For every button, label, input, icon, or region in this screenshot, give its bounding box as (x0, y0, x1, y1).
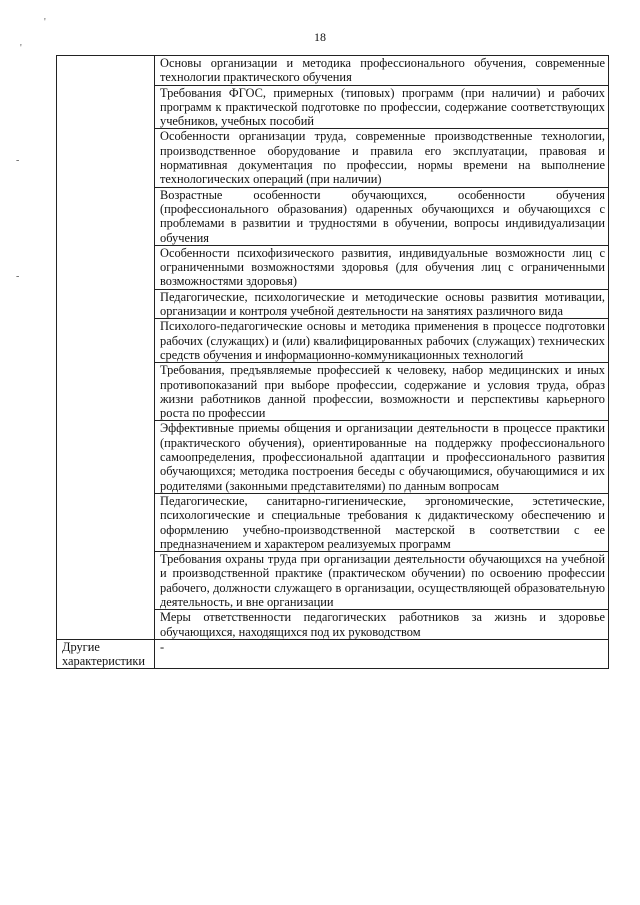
scan-mark: - (16, 155, 20, 166)
knowledge-item: Особенности организации труда, современные производственные технологии, производственное оборудование и правила его эксплуатации, правовая и нормативная документация по профессии, нормы времени на выполнение технологических операций (при наличии) (160, 129, 605, 187)
knowledge-item: Требования, предъявляемые профессией к человеку, набор медицинских и иных противопоказаний при выборе профессии, содержание и условия труда, образ жизни работников данной профессии, возможности и перспективы карьерного роста по профессии (160, 363, 605, 421)
scan-mark: - (16, 271, 20, 282)
knowledge-item: Педагогические, санитарно-гигиенические, эргономические, эстетические, психологические и специальные требования к дидактическому обеспечению и оформлению учебно-производственной мастерской в соответствии с ее предназначением и характером реализуемых программ (160, 493, 605, 551)
knowledge-item: Требования ФГОС, примерных (типовых) программ (при наличии) и рабочих программ к практической подготовке по профессии, содержание соответствующих учебников, учебных пособий (160, 85, 605, 129)
knowledge-item: Психолого-педагогические основы и методика применения в процессе подготовки рабочих (служащих) и (или) квалифицированных рабочих (служащих) технических средств обучения и информационно-коммуникационных технологий (160, 319, 605, 362)
knowledge-item: Основы организации и методика профессионального обучения, современные технологии практического обучения (160, 56, 605, 85)
other-characteristics-label: Другие характеристики (57, 639, 155, 669)
table-row (57, 56, 609, 86)
table-cell (155, 56, 609, 86)
table-cell (155, 610, 609, 640)
table-cell (155, 493, 609, 551)
table-cell (155, 421, 609, 493)
requirements-table (56, 55, 609, 669)
other-characteristics-value: - (155, 639, 609, 669)
table-row (57, 639, 609, 669)
section-label-cell (57, 56, 155, 640)
table-cell (155, 552, 609, 610)
knowledge-item: Эффективные приемы общения и организации деятельности в процессе практики (практического обучения), ориентированные на поддержку профессионального самоопределения, профессиональной адаптации и профессионального развития обучающихся; методика построения беседы с обучающимися, обучающимися и их родителями (законными представителями) по данным вопросам (160, 421, 605, 493)
table-cell (155, 245, 609, 289)
table-cell (155, 289, 609, 319)
page-number: 18 (314, 30, 326, 44)
knowledge-item: Педагогические, психологические и методические основы развития мотивации, организации и контроля учебной деятельности на занятиях различного вида (160, 289, 605, 319)
table-cell (155, 319, 609, 363)
knowledge-item: Возрастные особенности обучающихся, особенности обучения (профессионального образования) одаренных обучающихся и обучающихся с проблемами в развитии и трудностями в обучении, вопросы индивидуализации обучения (160, 187, 605, 245)
table-cell (155, 129, 609, 187)
scan-mark: ' (20, 43, 22, 54)
table-cell (155, 363, 609, 421)
table-cell (155, 187, 609, 245)
knowledge-item: Требования охраны труда при организации деятельности обучающихся на учебной и производственной практике (практическом обучении) по освоению профессии рабочего, должности служащего в организации, осуществляющей образовательную деятельность, и вне организации (160, 552, 605, 609)
knowledge-item: Особенности психофизического развития, индивидуальные возможности лиц с ограниченными возможностями здоровья (для обучения лиц с ограниченными возможностями здоровья) (160, 245, 605, 289)
knowledge-item: Меры ответственности педагогических работников за жизнь и здоровье обучающихся, находящихся под их руководством (160, 610, 605, 639)
scan-mark: ' (44, 17, 46, 28)
table-cell (155, 85, 609, 129)
